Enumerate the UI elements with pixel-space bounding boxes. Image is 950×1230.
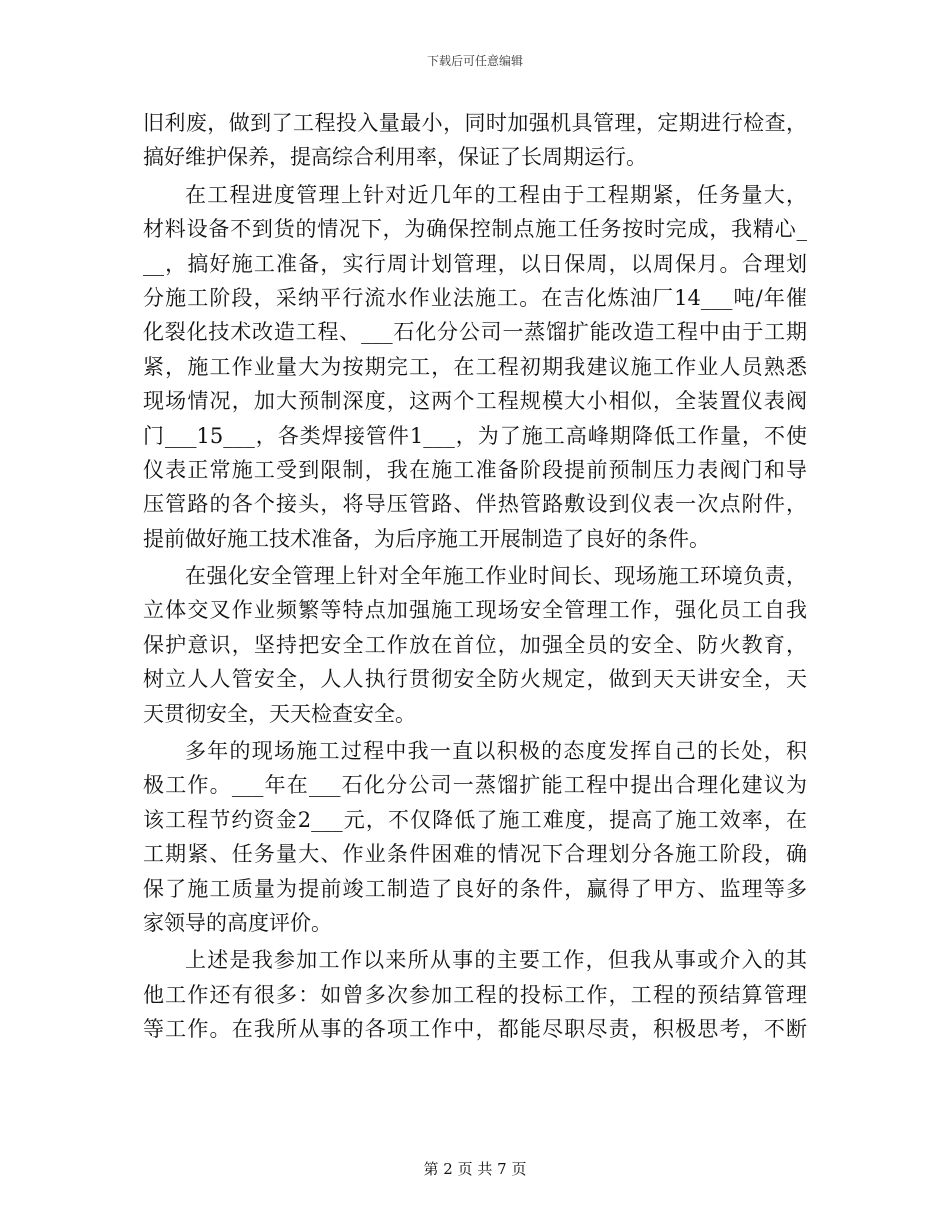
- page-header: 下载后可任意编辑: [426, 54, 523, 68]
- paragraph-line: 在强化安全管理上针对全年施工作业时间长、现场施工环境负责，: [185, 564, 807, 589]
- paragraph: [143, 106, 807, 175]
- paragraph-line: 在工程进度管理上针对近几年的工程由于工程期紧，任务量大，: [185, 182, 807, 207]
- paragraph-line: 保了施工质量为提前竣工制造了良好的条件，赢得了甲方、监理等多: [143, 876, 807, 901]
- paragraph-line: 树立人人管安全，人人执行贯彻安全防火规定，做到天天讲安全，天: [143, 667, 807, 692]
- paragraph-line: 天贯彻安全，天天检查安全。: [143, 701, 416, 726]
- paragraph-line: __，搞好施工准备，实行周计划管理，以日保周，以周保月。合理划: [143, 251, 807, 276]
- paragraph-line: 门___15___，各类焊接管件1___，为了施工高峰期降低工作量，不使: [143, 423, 807, 448]
- paragraph-line: 现场情况，加大预制深度，这两个工程规模大小相似，全装置仪表阀: [143, 389, 807, 414]
- page-number: 第 2 页 共 7 页: [423, 1160, 527, 1178]
- paragraph: [143, 943, 807, 1046]
- paragraph-line: 多年的现场施工过程中我一直以积极的态度发挥自己的长处，积: [185, 739, 807, 764]
- paragraph: [143, 559, 807, 731]
- paragraph-line: 等工作。在我所从事的各项工作中，都能尽职尽责，积极思考，不断: [143, 1017, 807, 1042]
- paragraph-line: 旧利废，做到了工程投入量最小，同时加强机具管理，定期进行检查，: [143, 111, 807, 135]
- paragraph-line: 压管路的各个接头，将导压管路、伴热管路敷设到仪表一次点附件，: [143, 492, 807, 517]
- paragraph-line: 立体交叉作业频繁等特点加强施工现场安全管理工作，强化员工自我: [143, 598, 807, 623]
- paragraph-line: 提前做好施工技术准备，为后序施工开展制造了良好的条件。: [143, 526, 710, 551]
- paragraph-line: 极工作。___年在___石化分公司一蒸馏扩能工程中提出合理化建议为: [143, 773, 807, 798]
- paragraph-line: 家领导的高度评价。: [143, 910, 332, 935]
- paragraph: [143, 734, 807, 940]
- paragraph-line: 紧，施工作业量大为按期完工，在工程初期我建议施工作业人员熟悉: [143, 354, 807, 379]
- paragraph-line: 搞好维护保养，提高综合利用率，保证了长周期运行。: [143, 145, 647, 170]
- paragraph: [143, 178, 807, 556]
- paragraph-line: 该工程节约资金2___元，不仅降低了施工难度，提高了施工效率，在: [143, 807, 807, 832]
- paragraph-line: 工期紧、任务量大、作业条件困难的情况下合理划分各施工阶段，确: [143, 842, 807, 867]
- paragraph-line: 他工作还有很多：如曾多次参加工程的投标工作，工程的预结算管理: [143, 982, 807, 1007]
- paragraph-line: 仪表正常施工受到限制，我在施工准备阶段提前预制压力表阀门和导: [143, 457, 807, 482]
- paragraph-line: 上述是我参加工作以来所从事的主要工作，但我从事或介入的其: [185, 948, 807, 973]
- paragraph-line: 保护意识，坚持把安全工作放在首位，加强全员的安全、防火教育，: [143, 632, 807, 657]
- paragraph-line: 分施工阶段，采纳平行流水作业法施工。在吉化炼油厂14___吨/年催: [143, 285, 807, 310]
- document-body: [143, 106, 807, 1050]
- paragraph-line: 化裂化技术改造工程、___石化分公司一蒸馏扩能改造工程中由于工期: [143, 320, 807, 345]
- paragraph-line: 材料设备不到货的情况下，为确保控制点施工任务按时完成，我精心_: [143, 217, 807, 242]
